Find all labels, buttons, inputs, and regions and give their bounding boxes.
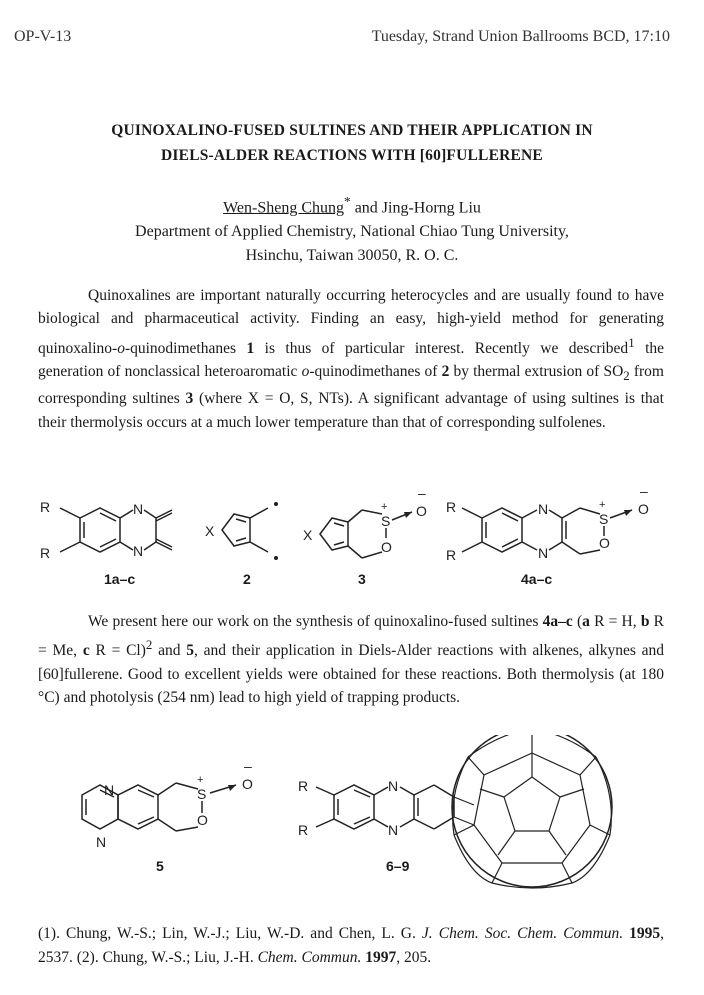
charge-minus: –: [418, 488, 426, 501]
charge-minus: –: [640, 488, 648, 499]
atom-s: S: [599, 511, 609, 527]
compound-label-6-9: 6–9: [386, 858, 410, 874]
address: Hsinchu, Taiwan 30050, R. O. C.: [245, 247, 459, 265]
atom-o: O: [197, 812, 208, 828]
atom-r: R: [298, 778, 309, 794]
author-conj: and: [350, 199, 382, 217]
scheme-2: [0, 735, 704, 905]
atom-r: R: [40, 545, 51, 561]
charge-plus: +: [197, 774, 204, 786]
structure-5: [82, 758, 253, 850]
atom-r: R: [40, 499, 51, 515]
atom-r: R: [298, 822, 309, 838]
title-line-1: QUINOXALINO-FUSED SULTINES AND THEIR APPLICATION IN: [111, 122, 593, 139]
atom-n: N: [133, 543, 144, 559]
structure-1: [40, 499, 172, 561]
atom-n: N: [538, 501, 549, 517]
structure-2: [205, 502, 278, 560]
atom-n: N: [104, 782, 115, 798]
structure-6-9: [298, 735, 612, 888]
compound-label-4: 4a–c: [521, 571, 553, 587]
atom-n: N: [133, 501, 144, 517]
atom-o: O: [381, 539, 392, 555]
compound-label-2: 2: [243, 571, 251, 587]
compound-label-5: 5: [156, 858, 164, 874]
author-line: [0, 190, 704, 220]
charge-plus: +: [599, 499, 606, 511]
compound-label-1: 1a–c: [104, 571, 136, 587]
title-line-2: DIELS-ALDER REACTIONS WITH [60]FULLERENE: [161, 147, 543, 164]
atom-o: O: [242, 776, 253, 792]
atom-o: O: [416, 503, 427, 519]
session-info: Tuesday, Strand Union Ballrooms BCD, 17:10: [371, 28, 670, 45]
atom-n: N: [388, 778, 399, 794]
paragraph-1: Quinoxalines are important naturally occurring heterocycles and are usually found to have biological and pharmaceutical activity. Finding an easy, high-yield method for generating quinoxalino-o-quinodimethanes 1 is thus of particular interest. Recently we described$^1$ the generation of nonclassical heteroaromatic o-quinodimethanes of 2 by thermal extrusion of $SO_2$ from corresponding sultines 3 (where X = O, S, NTs). A significant advantage of using sultines is that their thermolysis occurs at a much lower temperature than that of corresponding sulfolenes.: [38, 287, 665, 431]
author-block: [0, 190, 704, 268]
atom-x: X: [205, 523, 215, 539]
atom-n: N: [538, 545, 549, 561]
compound-label-3: 3: [358, 571, 366, 587]
references: (1). Chung, W.-S.; Lin, W.-J.; Liu, W.-D. and Chen, L. G. J. Chem. Soc. Chem. Commun. 1995, 2537. (2). Chung, W.-S.; Liu, J.-H. Chem. Commun. 1997, 205.: [38, 925, 665, 966]
atom-r: R: [446, 499, 457, 515]
paragraph-2: We present here our work on the synthesis of quinoxalino-fused sultines 4a–c (a R = H, b R = Me, c R = Cl)$^2$ and 5, and their application in Diels-Alder reactions with alkenes, alkynes and [60]fullerene. Good to excellent yields were obtained for these reactions. Both thermolysis (at 180 °C) and photolysis (254 nm) lead to high yield of trapping products.: [38, 613, 664, 707]
structure-3: [303, 488, 427, 558]
atom-r: R: [446, 547, 457, 563]
affiliation: Department of Applied Chemistry, National Chiao Tung University,: [135, 223, 569, 241]
author-2: Jing-Horng Liu: [381, 199, 481, 217]
atom-s: S: [381, 513, 391, 529]
atom-o: O: [599, 535, 610, 551]
paper-title: [0, 118, 704, 168]
atom-x: X: [303, 527, 313, 543]
abstract-code: OP-V-13: [14, 28, 72, 45]
corresponding-mark: *: [344, 194, 351, 209]
atom-n: N: [388, 822, 399, 838]
author-1: Wen-Sheng Chung: [223, 199, 345, 217]
scheme-1: [0, 488, 704, 608]
atom-n: N: [96, 834, 107, 850]
charge-plus: +: [381, 501, 388, 513]
atom-o: O: [638, 501, 649, 517]
atom-s: S: [197, 786, 207, 802]
structure-4: [446, 488, 649, 563]
charge-minus: –: [244, 758, 252, 774]
